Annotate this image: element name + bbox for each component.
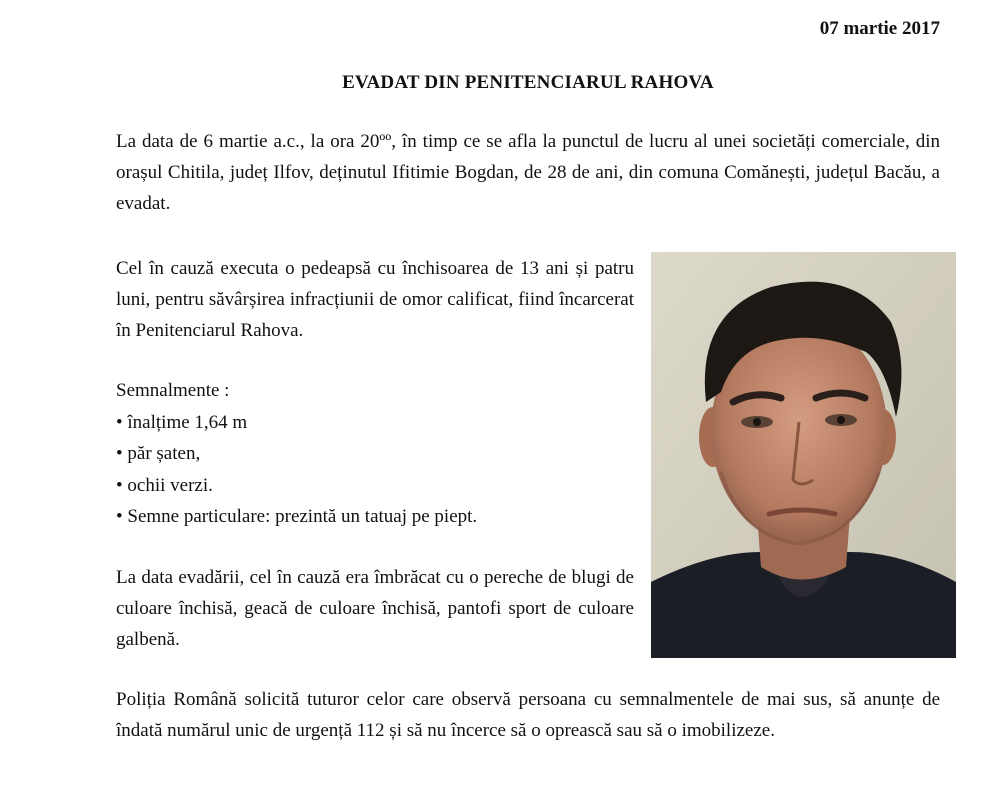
feature-item-eyes: • ochii verzi. bbox=[116, 474, 213, 496]
clothing-paragraph: La data evadării, cel în cauză era îmbrăcat cu o pereche de blugi de culoare închisă, geacă de culoare închisă, pantofi sport de culoare galbenă. bbox=[116, 567, 634, 650]
feature-item-hair: • păr șaten, bbox=[116, 443, 201, 464]
feature-item-height: • înalțime 1,64 m bbox=[116, 411, 248, 433]
sentence-paragraph: Cel în cauză executa o pedeapsă cu închisoarea de 13 ani și patru luni, pentru săvârșirea infracțiunii de omor calificat, fiind încarcerat în Penitenciarul Rahova. bbox=[116, 258, 634, 341]
feature-item-marks: • Semne particulare: prezintă un tatuaj pe piept. bbox=[116, 506, 478, 527]
suspect-photo bbox=[651, 252, 956, 658]
page-title: EVADAT DIN PENITENCIARUL RAHOVA bbox=[342, 72, 714, 93]
features-heading: Semnalmente : bbox=[116, 380, 230, 401]
appeal-paragraph: Poliția Română solicită tuturor celor care observă persoana cu semnalmentele de mai sus, să anunțe de îndată numărul unic de urgență 112 și să nu încerce să o oprească sau să o imobilizeze. bbox=[116, 689, 940, 741]
features-list bbox=[116, 375, 636, 533]
date: 07 martie 2017 bbox=[819, 18, 940, 39]
intro-paragraph: La data de 6 martie a.c., la ora 20ºº, în timp ce se afla la punctul de lucru al unei societăți comerciale, din orașul Chitila, județ Ilfov, deținutul Ifitimie Bogdan, de 28 de ani, din comuna Comănești, județul Bacău, a evadat. bbox=[116, 131, 940, 214]
